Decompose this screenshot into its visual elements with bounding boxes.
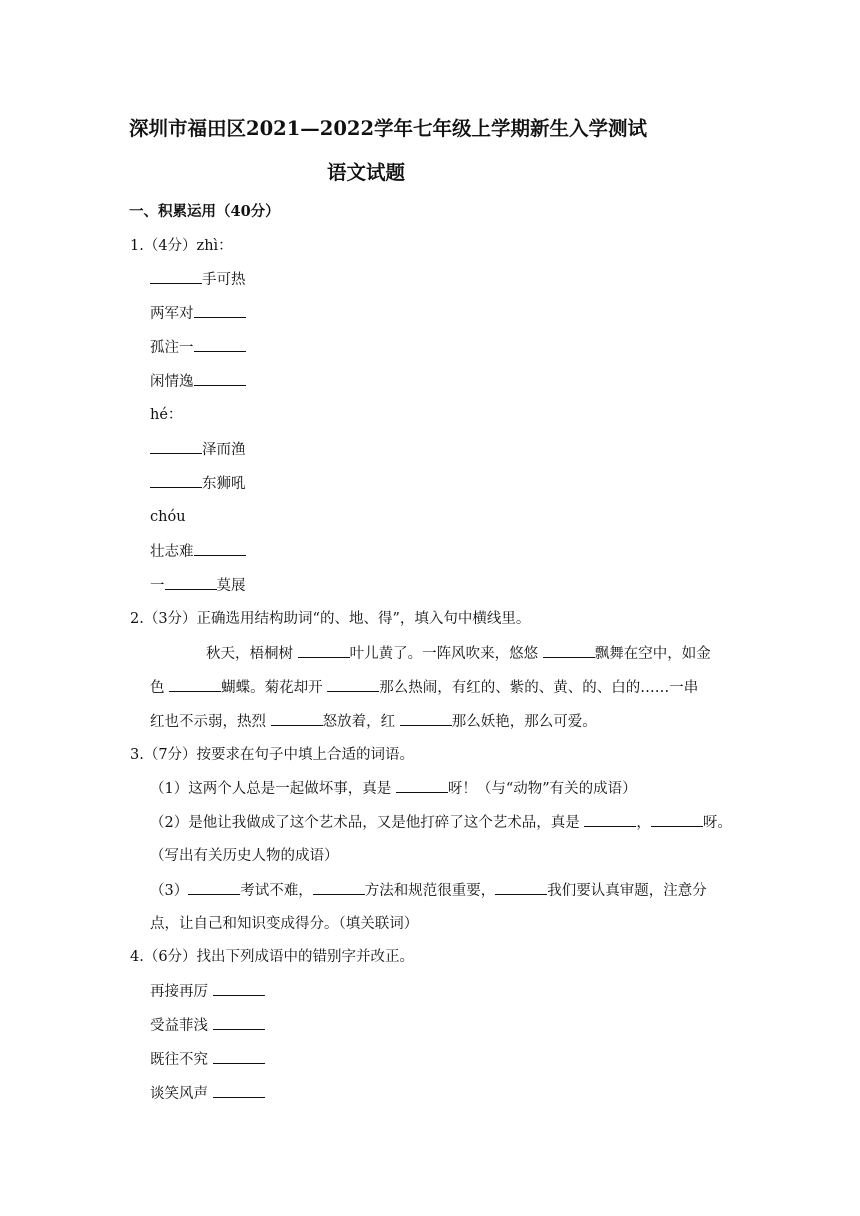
answer-blank[interactable] (543, 643, 595, 658)
answer-blank[interactable] (584, 812, 636, 827)
q3-sentence-1: （1）这两个人总是一起做坏事，真是 呀！（与“动物”有关的成语） (150, 778, 637, 799)
q2-passage-line: 色 蝴蝶。菊花却开 那么热闹，有红的、紫的、黄、的、白的……一串 (150, 677, 698, 698)
q4-item: 既往不究 (150, 1049, 265, 1070)
question-2-stem: 2.（3分）正确选用结构助词“的、地、得”，填入句中横线里。 (130, 611, 531, 627)
q1-item: 两军对 (150, 303, 246, 324)
q1-item: 闲情逸 (150, 371, 246, 392)
answer-blank[interactable] (396, 778, 448, 793)
q1-item: 泽而渔 (150, 439, 246, 460)
q1-item: 手可热 (150, 269, 246, 290)
answer-blank[interactable] (213, 981, 265, 996)
document-subtitle: 语文试题 (327, 161, 406, 184)
answer-blank[interactable] (150, 439, 202, 454)
document-title: 深圳市福田区2021—2022学年七年级上学期新生入学测试 (129, 117, 648, 140)
answer-blank[interactable] (194, 541, 246, 556)
q1-item: 一 莫展 (150, 575, 246, 596)
q4-item: 谈笑风声 (150, 1083, 265, 1104)
answer-blank[interactable] (213, 1083, 265, 1098)
answer-blank[interactable] (213, 1049, 265, 1064)
question-3-stem: 3.（7分）按要求在句子中填上合适的词语。 (130, 747, 415, 763)
answer-blank[interactable] (313, 880, 365, 895)
answer-blank[interactable] (150, 473, 202, 488)
q1-item: 壮志难 (150, 541, 246, 562)
answer-blank[interactable] (194, 337, 246, 352)
q1-item: 孤注一 (150, 337, 246, 358)
answer-blank[interactable] (400, 711, 452, 726)
answer-blank[interactable] (327, 677, 379, 692)
answer-blank[interactable] (194, 371, 246, 386)
question-1-stem: 1.（4分）zhì： (130, 238, 233, 254)
q3-sentence-3: （3） 考试不难， 方法和规范很重要， 我们要认真审题，注意分 (150, 880, 707, 901)
q1-pinyin-chou: chóu (150, 509, 186, 525)
q3-sentence-2: （2）是他让我做成了这个艺术品，又是他打碎了这个艺术品，真是 ， 呀。 (150, 812, 732, 833)
q1-pinyin-he: hé： (150, 407, 183, 423)
answer-blank[interactable] (194, 303, 246, 318)
answer-blank[interactable] (188, 880, 240, 895)
answer-blank[interactable] (651, 812, 703, 827)
answer-blank[interactable] (495, 880, 547, 895)
answer-blank[interactable] (169, 677, 221, 692)
q2-passage-line: 红也不示弱，热烈 怒放着，红 那么妖艳，那么可爱。 (150, 711, 597, 732)
answer-blank[interactable] (271, 711, 323, 726)
q1-item: 东狮吼 (150, 473, 246, 494)
q2-passage-line: 秋天，梧桐树 叶儿黄了。一阵风吹来，悠悠 飘舞在空中，如金 (206, 643, 711, 664)
q3-sentence-2-note: （写出有关历史人物的成语） (150, 848, 339, 864)
section-heading: 一、积累运用（40分） (129, 203, 280, 220)
q4-item: 受益菲浅 (150, 1015, 265, 1036)
answer-blank[interactable] (165, 575, 217, 590)
answer-blank[interactable] (298, 643, 350, 658)
q3-sentence-3-cont: 点，让自己和知识变成得分。（填关联词） (150, 916, 419, 932)
answer-blank[interactable] (213, 1015, 265, 1030)
answer-blank[interactable] (150, 269, 202, 284)
question-4-stem: 4.（6分）找出下列成语中的错别字并改正。 (130, 949, 415, 965)
q4-item: 再接再厉 (150, 981, 265, 1002)
